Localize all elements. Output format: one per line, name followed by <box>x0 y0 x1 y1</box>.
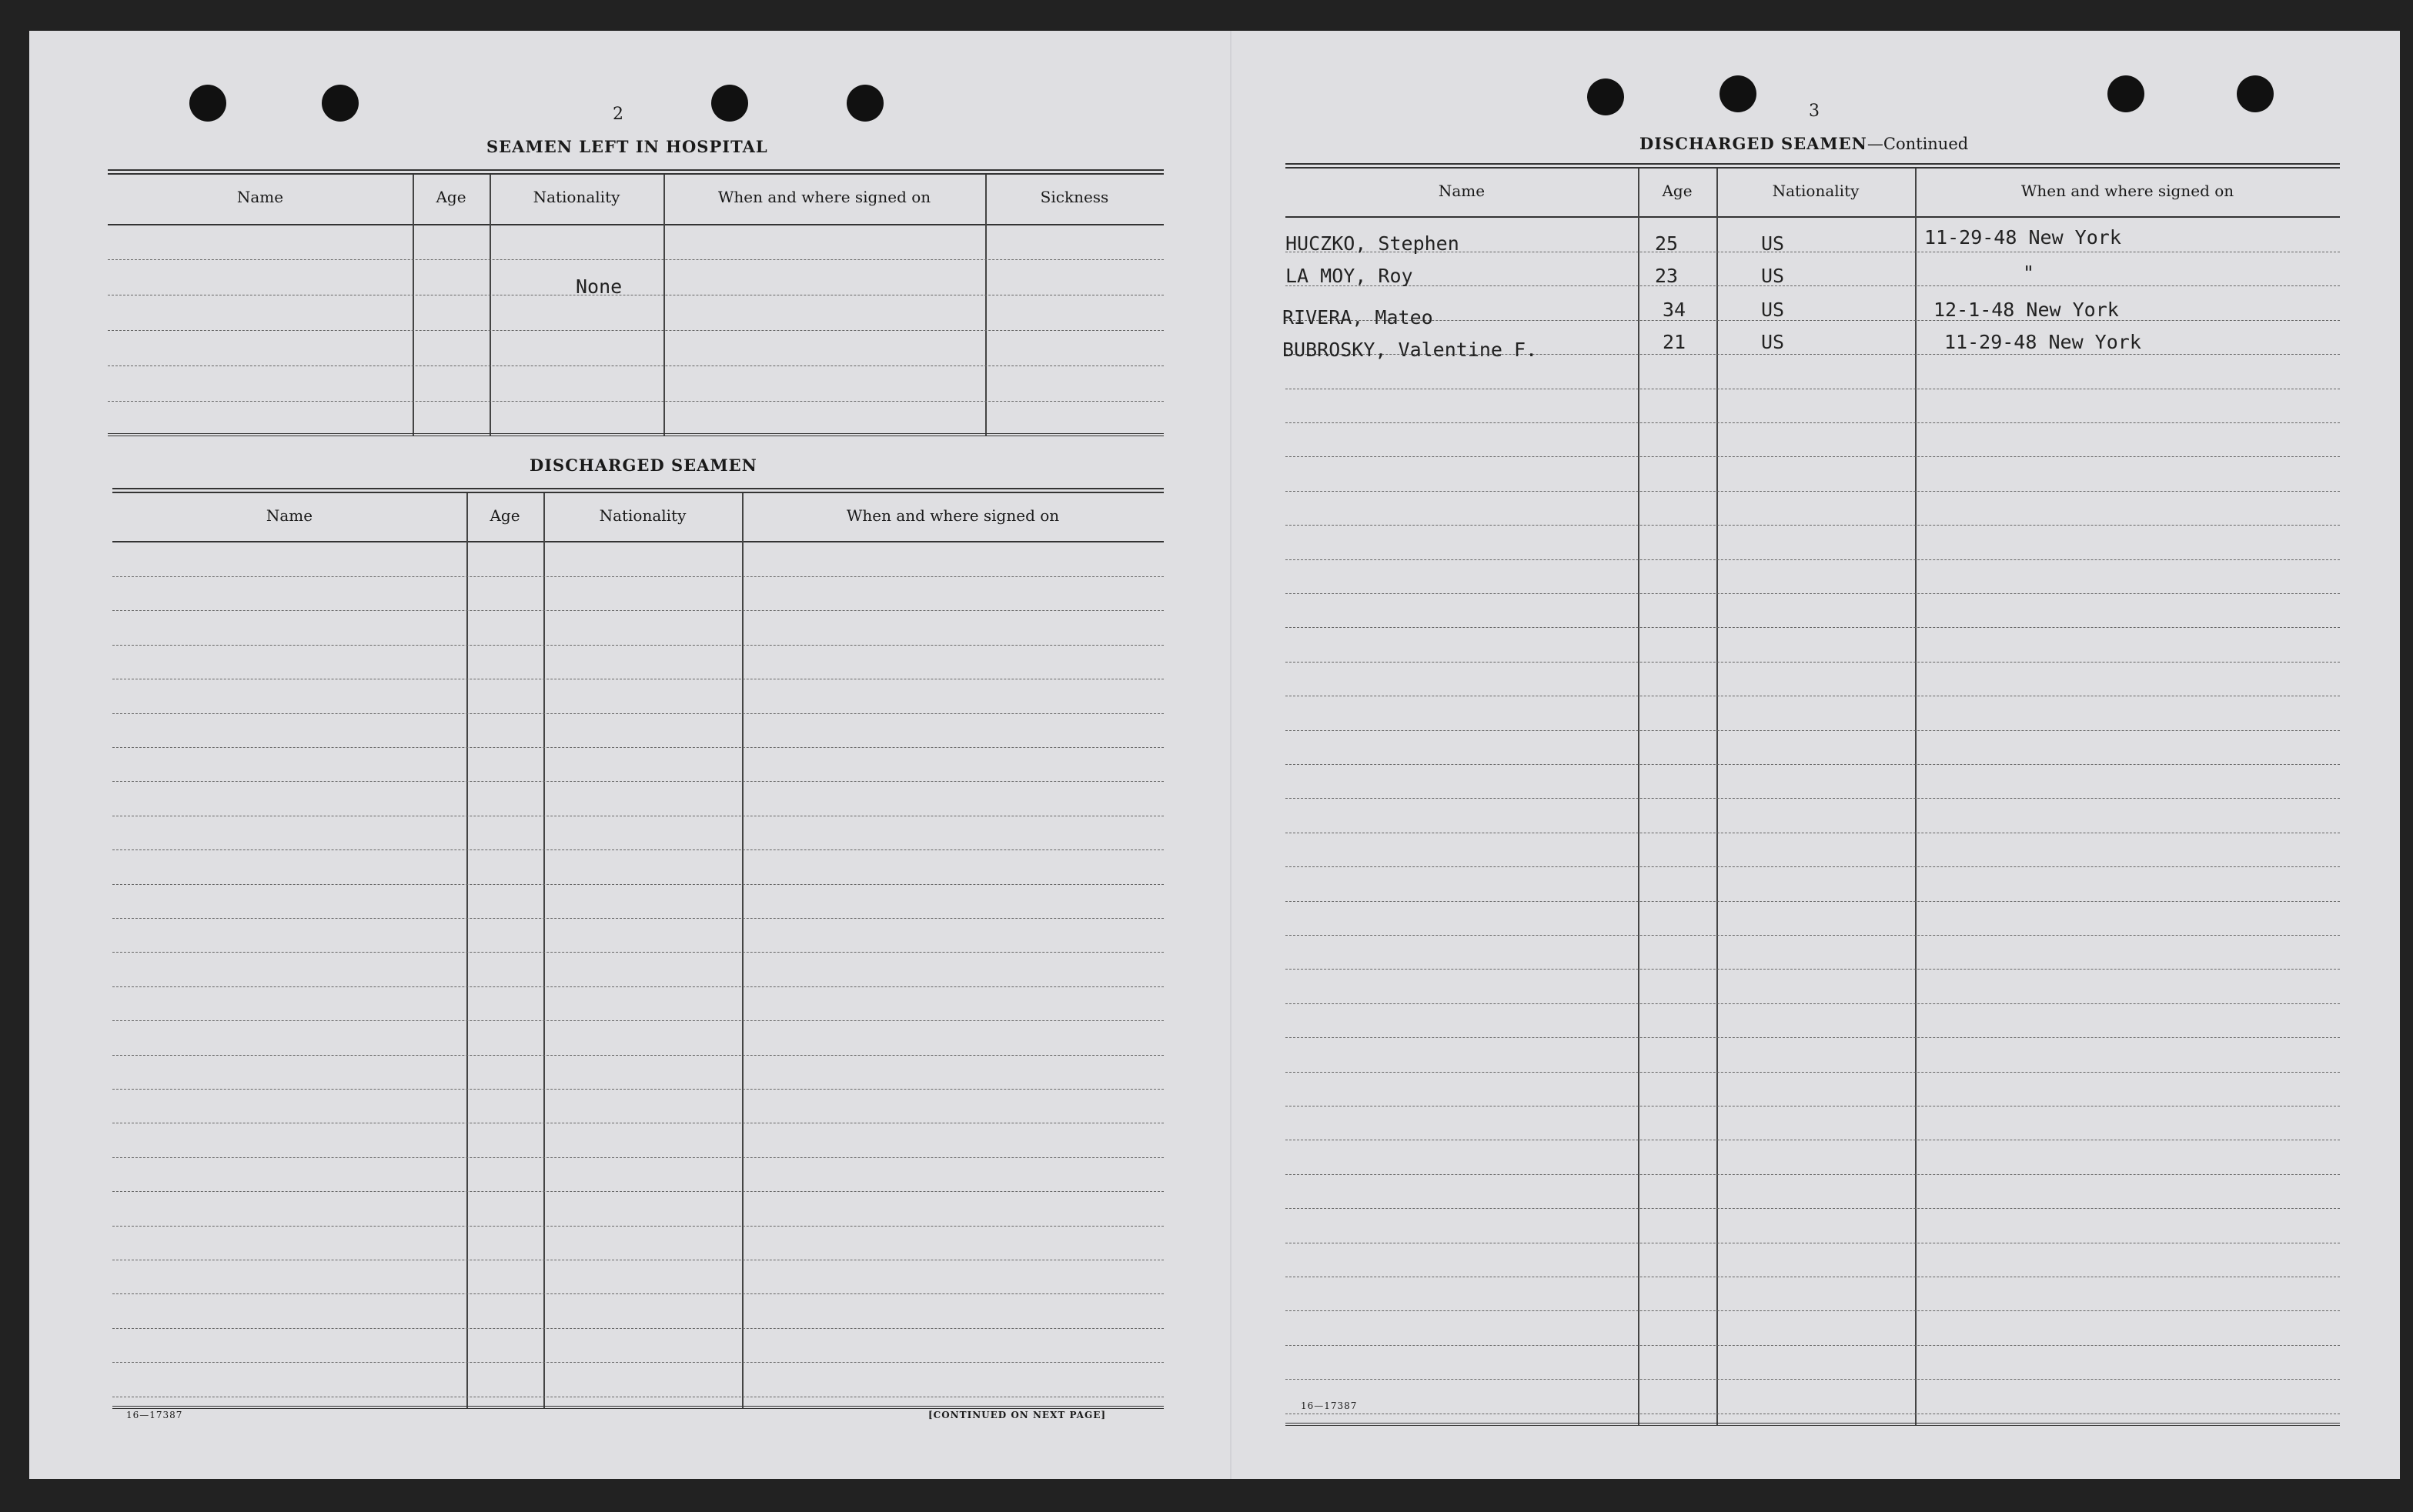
seaman-nationality: US <box>1761 265 1785 287</box>
ruled-line <box>1285 320 2340 321</box>
discharged-continued-title-suffix: —Continued <box>1867 135 1969 153</box>
ruled-line <box>112 884 1164 885</box>
ruled-line <box>1285 559 2340 560</box>
ruled-line <box>1285 901 2340 902</box>
ruled-line <box>112 1020 1164 1021</box>
ruled-line <box>1285 764 2340 765</box>
punch-hole <box>189 85 226 122</box>
ruled-line <box>112 610 1164 611</box>
ruled-line <box>1285 798 2340 799</box>
ruled-line <box>112 1328 1164 1329</box>
seaman-age: 21 <box>1663 331 1686 353</box>
discharged-continued-title-main: DISCHARGED SEAMEN <box>1639 134 1867 153</box>
seaman-nationality: US <box>1761 232 1785 255</box>
column-header-name: Name <box>236 188 284 206</box>
ruled-line <box>1285 1379 2340 1380</box>
right-form-code: 16—17387 <box>1301 1400 1358 1411</box>
left-page-number: 2 <box>613 105 623 124</box>
seaman-signed-on: 12-1-48 New York <box>1933 299 2119 321</box>
seaman-name: HUCZKO, Stephen <box>1285 232 1459 255</box>
column-header-signed-on: When and where signed on <box>846 506 1060 525</box>
ruled-line <box>1285 422 2340 423</box>
punch-hole <box>847 85 884 122</box>
column-header-name: Name <box>266 506 313 525</box>
ruled-line <box>112 918 1164 919</box>
discharged-section-title: DISCHARGED SEAMEN <box>530 456 757 475</box>
ruled-line <box>1285 1310 2340 1311</box>
ruled-line <box>1285 730 2340 731</box>
punch-hole <box>1587 78 1624 115</box>
discharged-continued-title <box>1639 134 1968 153</box>
column-header-age: Age <box>1662 182 1693 200</box>
seaman-name: BUBROSKY, Valentine F. <box>1282 339 1538 361</box>
ruled-line <box>1285 1072 2340 1073</box>
right-page-number: 3 <box>1809 102 1820 121</box>
ruled-line <box>112 1362 1164 1363</box>
ruled-line <box>1285 662 2340 663</box>
punch-hole <box>711 85 748 122</box>
ruled-line <box>112 1226 1164 1227</box>
ruled-line <box>112 1157 1164 1158</box>
column-header-age: Age <box>436 188 466 206</box>
ruled-line <box>112 1191 1164 1192</box>
ruled-line <box>1285 285 2340 286</box>
ruled-line <box>1285 866 2340 867</box>
seaman-name: LA MOY, Roy <box>1285 265 1413 287</box>
column-header-nationality: Nationality <box>599 506 687 525</box>
seaman-signed-on: 11-29-48 New York <box>1924 226 2121 249</box>
seaman-name: RIVERA, Mateo <box>1282 306 1433 329</box>
ruled-line <box>1285 593 2340 594</box>
punch-hole <box>2107 75 2144 112</box>
ruled-line <box>1285 1174 2340 1175</box>
ruled-line <box>112 1089 1164 1090</box>
ruled-line <box>1285 627 2340 628</box>
ruled-line <box>1285 456 2340 457</box>
left-form-code: 16—17387 <box>126 1410 183 1420</box>
ruled-line <box>1285 1037 2340 1038</box>
ruled-line <box>112 576 1164 577</box>
column-header-name: Name <box>1438 182 1486 200</box>
ruled-line <box>1285 525 2340 526</box>
ruled-line <box>112 986 1164 987</box>
document-sheet <box>29 31 2400 1479</box>
ruled-line <box>112 645 1164 646</box>
column-header-signed-on: When and where signed on <box>717 188 931 206</box>
ruled-line <box>112 747 1164 748</box>
seaman-signed-on: 11-29-48 New York <box>1944 331 2141 353</box>
column-header-sickness: Sickness <box>1040 188 1109 206</box>
punch-hole <box>322 85 359 122</box>
ruled-line <box>1285 1003 2340 1004</box>
column-header-nationality: Nationality <box>1772 182 1860 200</box>
ruled-line <box>1285 1208 2340 1209</box>
column-header-age: Age <box>490 506 520 525</box>
ruled-line <box>112 952 1164 953</box>
seaman-nationality: US <box>1761 331 1785 353</box>
ruled-line <box>1285 1345 2340 1346</box>
punch-hole <box>2237 75 2274 112</box>
hospital-entry-none: None <box>576 275 623 298</box>
column-header-nationality: Nationality <box>533 188 620 206</box>
ruled-line <box>112 1293 1164 1294</box>
seaman-age: 23 <box>1655 265 1679 287</box>
seaman-nationality: US <box>1761 299 1785 321</box>
punch-hole <box>1720 75 1756 112</box>
ruled-line <box>1285 491 2340 492</box>
hospital-table <box>108 169 1164 436</box>
ruled-line <box>112 849 1164 850</box>
seaman-age: 25 <box>1655 232 1679 255</box>
ruled-line <box>112 781 1164 782</box>
ruled-line <box>112 713 1164 714</box>
ruled-line <box>1285 969 2340 970</box>
column-header-signed-on: When and where signed on <box>2020 182 2234 200</box>
seaman-age: 34 <box>1663 299 1686 321</box>
ruled-line <box>112 1055 1164 1056</box>
discharged-table-left <box>112 488 1164 1409</box>
page-fold <box>1230 31 1232 1479</box>
continued-note: [CONTINUED ON NEXT PAGE] <box>928 1410 1107 1420</box>
hospital-section-title: SEAMEN LEFT IN HOSPITAL <box>486 137 768 156</box>
ruled-line <box>1285 935 2340 936</box>
seaman-signed-on: " <box>2023 262 2035 284</box>
